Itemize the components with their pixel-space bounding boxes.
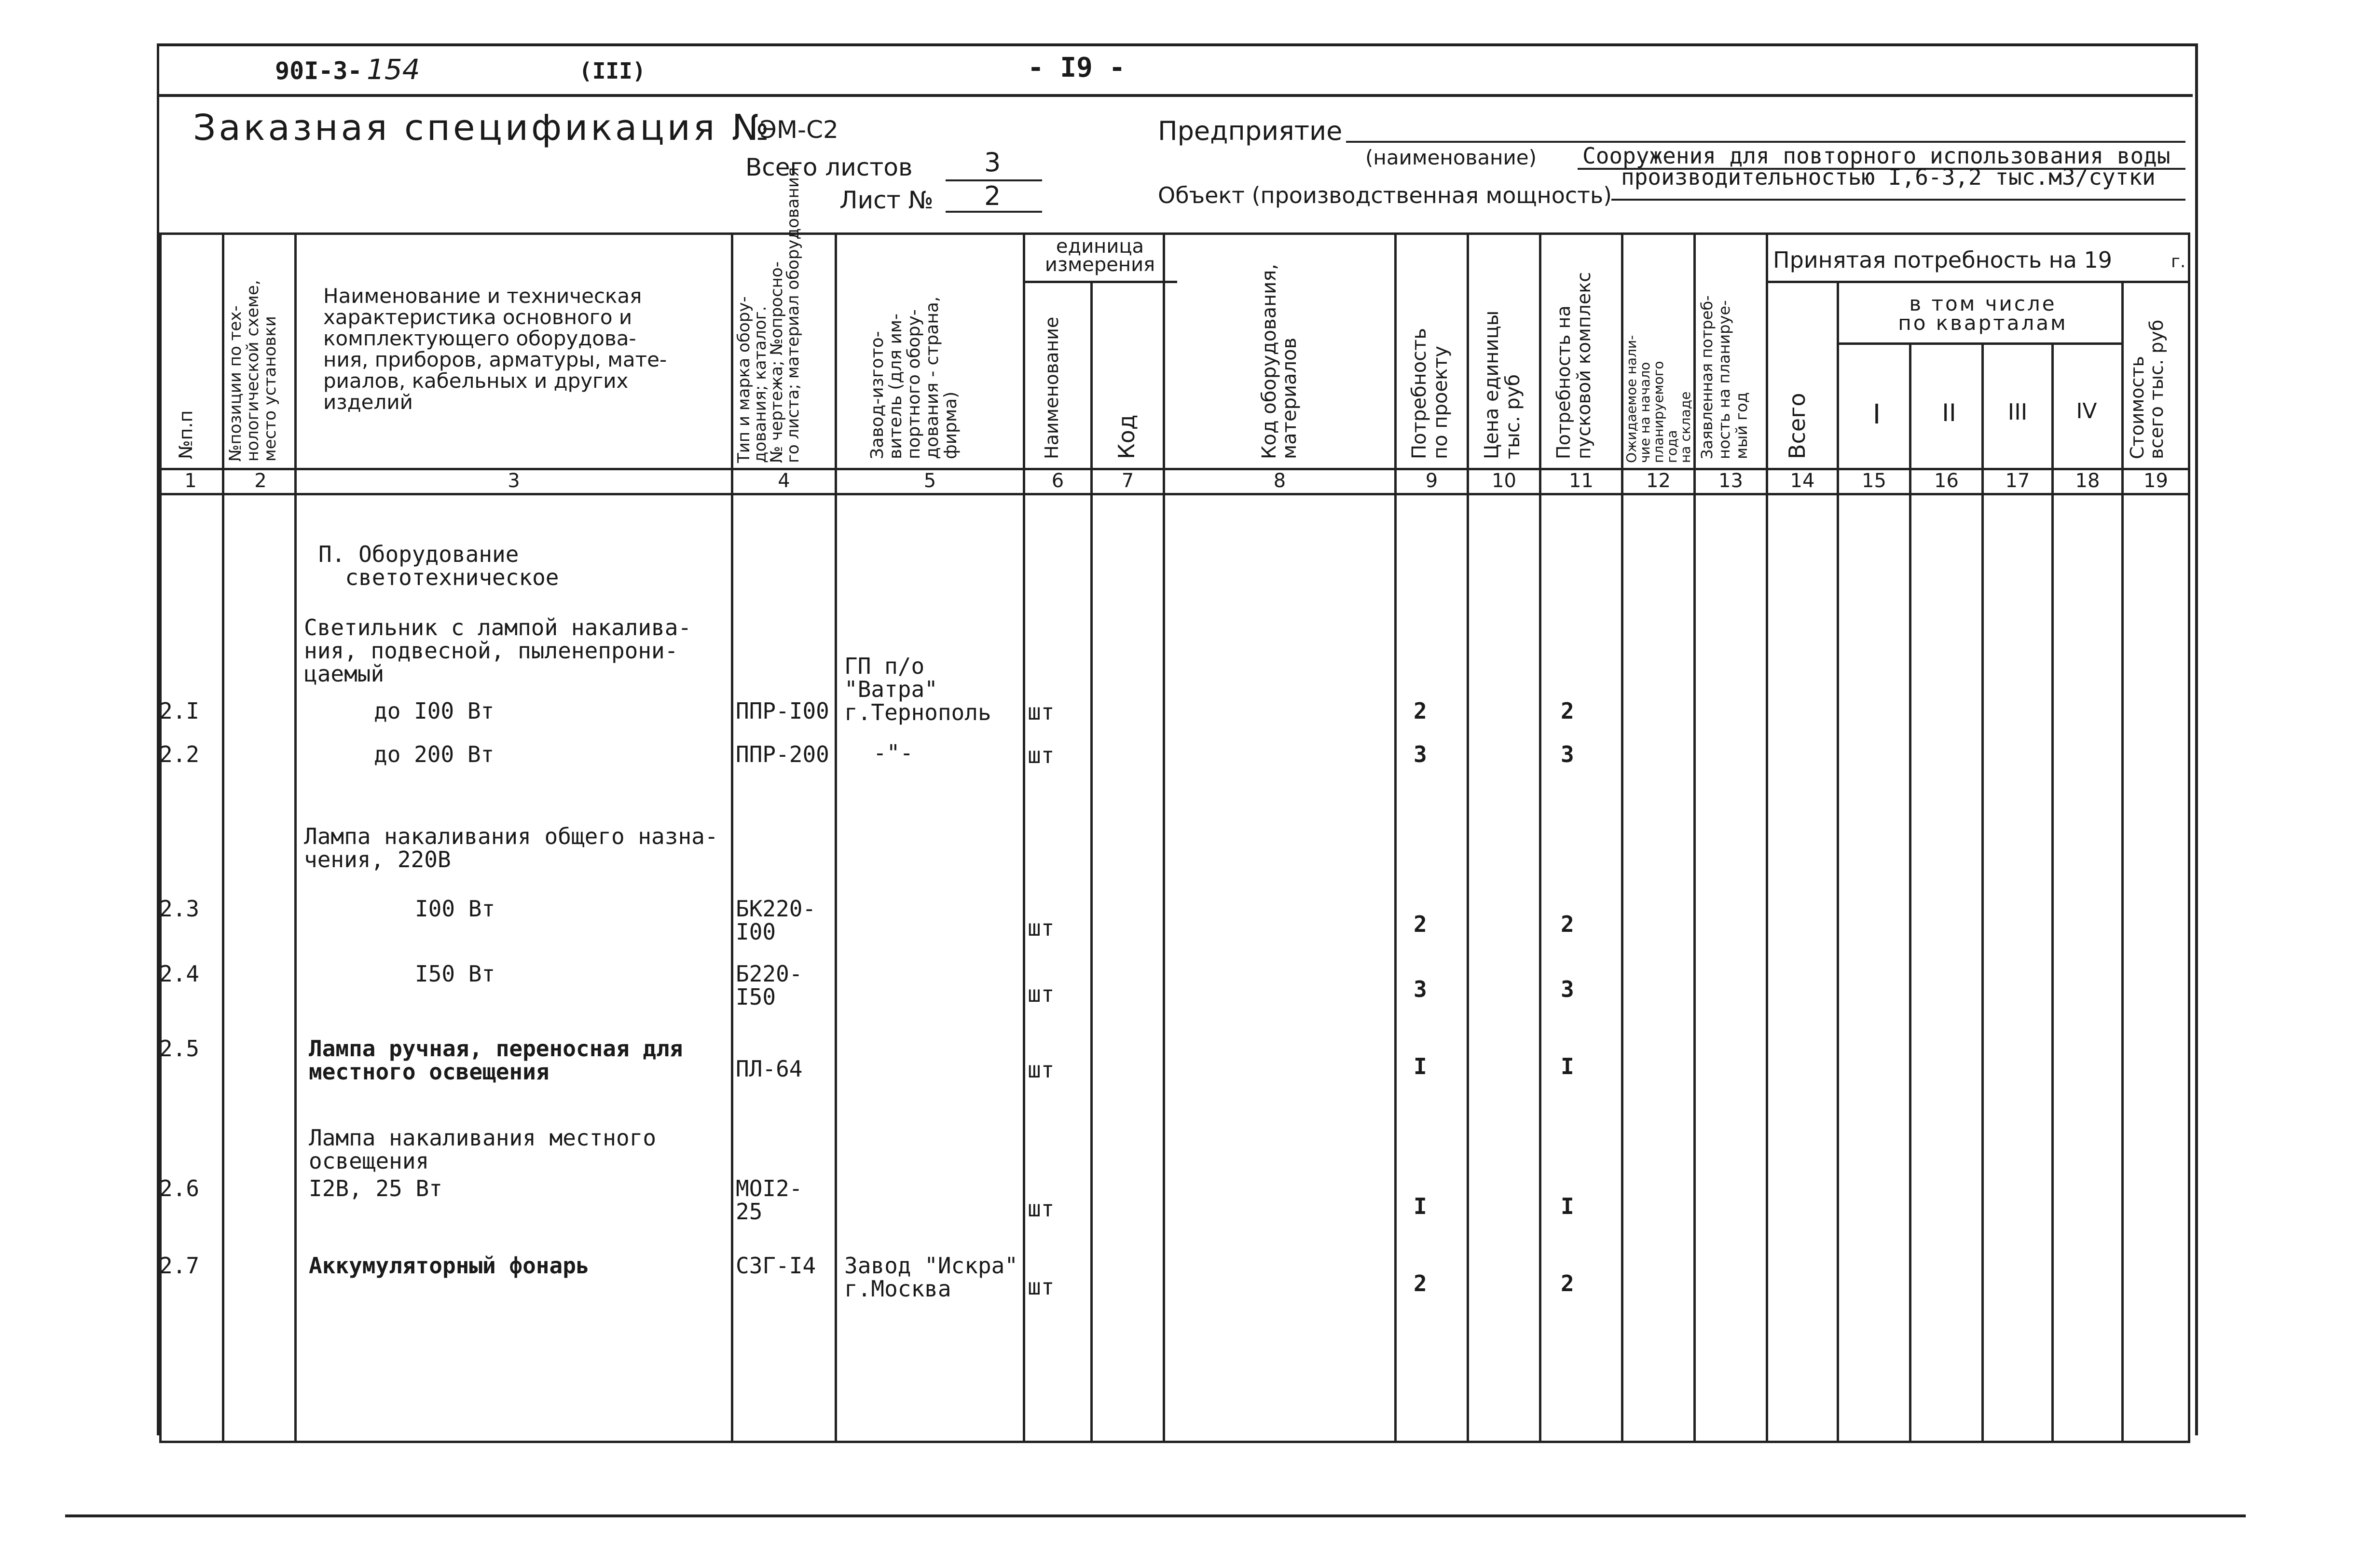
col-header-13: Заявленная потреб- ность на планируе- мый год <box>1698 295 1751 459</box>
row-need: 2 <box>1414 1270 1427 1296</box>
col-header-9: Потребность по проекту <box>1408 327 1452 459</box>
col-line-8 <box>1394 232 1397 1443</box>
enterprise-label: Предприятие <box>1158 116 1343 146</box>
col-number: 5 <box>923 470 936 492</box>
col-number: 10 <box>1492 470 1516 492</box>
row-name: I00 Вт <box>415 896 495 922</box>
col-number: 16 <box>1934 470 1959 492</box>
doc-code-hand: 154 <box>367 53 420 86</box>
row-unit: шт <box>1028 915 1055 941</box>
col-header-10: Цена единицы тыс. руб <box>1481 310 1524 459</box>
row-name: I2В, 25 Вт <box>309 1175 442 1201</box>
unit-group-line <box>1023 281 1177 283</box>
col-header-5: Завод-изгото- витель (для им- портного обору- дования - страна, фирма) <box>867 296 961 459</box>
quarters-header: в том числе по кварталам <box>1898 292 2068 335</box>
col-header-17: III <box>2007 399 2028 425</box>
numbers-bottom-line <box>159 493 2190 495</box>
row-start: I <box>1561 1193 1574 1219</box>
col-number: 1 <box>184 470 197 492</box>
row-need: 3 <box>1414 741 1427 767</box>
col-number: 18 <box>2075 470 2100 492</box>
row-number: 2.6 <box>159 1175 200 1201</box>
row-type: ППР-I00 <box>736 698 829 724</box>
col-header-19: Стоимость всего тыс. руб <box>2127 319 2167 459</box>
row-name: до 200 Вт <box>374 741 495 767</box>
col-line-19 <box>2188 232 2190 1443</box>
group-title: Лампа накаливания общего назна- чения, 220В <box>304 823 718 873</box>
accepted-line <box>1766 281 2190 283</box>
col-line-5 <box>1023 232 1025 1443</box>
col-number: 13 <box>1718 470 1743 492</box>
quarters-line <box>1837 342 2121 345</box>
col-header-4: Тип и марка обору- дования; каталог. № чертежа; №опросно- го листа; материал оборудования <box>734 167 803 463</box>
spec-title: Заказная спецификация № <box>193 107 772 149</box>
col-number: 17 <box>2005 470 2030 492</box>
part-number: (III) <box>579 58 646 84</box>
row-unit: шт <box>1028 1274 1055 1300</box>
col-number: 7 <box>1121 470 1134 492</box>
row-type: ППР-200 <box>736 741 829 767</box>
col-header-7: Код <box>1113 414 1140 459</box>
naming-label: (наименование) <box>1365 146 1537 169</box>
row-number: 2.4 <box>159 961 200 987</box>
col-number: 12 <box>1646 470 1671 492</box>
spec-number: ЭМ-С2 <box>760 116 838 144</box>
row-unit: шт <box>1028 981 1055 1007</box>
col-header-1: №п.п <box>175 410 196 459</box>
col-line-6 <box>1090 281 1093 1443</box>
col-header-2: №позиции по тех- нологической схеме, место установки <box>226 280 280 462</box>
row-unit: шт <box>1028 1057 1055 1083</box>
row-unit: шт <box>1028 699 1055 725</box>
accepted-header: Принятая потребность на 19 <box>1773 247 2113 273</box>
col-line-13 <box>1766 232 1768 1443</box>
row-type: Б220- I50 <box>736 961 803 1010</box>
col-line-10 <box>1539 232 1541 1443</box>
col-header-3: Наименование и техническая характеристика основного и комплектующего оборудова- ния, приборов, арматуры, мате- риалов, кабельных и других изделий <box>323 284 667 414</box>
col-line-16 <box>1981 342 1984 1443</box>
col-line-18 <box>2121 281 2124 1443</box>
bottom-border <box>65 1514 2246 1517</box>
row-need: I <box>1414 1193 1427 1219</box>
row-need: 2 <box>1414 911 1427 937</box>
row-type: БК220- I00 <box>736 896 816 945</box>
table-bottom-line <box>159 1441 2190 1443</box>
col-number: 11 <box>1569 470 1594 492</box>
col-number: 14 <box>1790 470 1815 492</box>
col-header-18: IV <box>2076 399 2097 423</box>
col-line-14 <box>1837 281 1839 1443</box>
col-line-12 <box>1693 232 1696 1443</box>
col-line-4 <box>835 232 837 1443</box>
row-start: 2 <box>1561 911 1574 937</box>
group-title: Лампа накаливания местного освещения <box>309 1125 657 1174</box>
col-header-8: Код оборудования, материалов <box>1258 263 1301 459</box>
row-name: Аккумуляторный фонарь <box>309 1253 590 1279</box>
row-number: 2.5 <box>159 1036 200 1062</box>
col-number: 15 <box>1862 470 1886 492</box>
row-number: 2.3 <box>159 896 200 922</box>
col-line-17 <box>2051 342 2054 1443</box>
row-number: 2.7 <box>159 1253 200 1279</box>
accepted-year-suffix: г. <box>2171 252 2186 272</box>
row-name: до I00 Вт <box>374 698 495 724</box>
col-line-3 <box>731 232 733 1443</box>
sheet-value: 2 <box>984 181 1001 211</box>
col-number: 4 <box>778 470 790 492</box>
row-need: 2 <box>1414 698 1427 724</box>
col-line-1 <box>222 232 224 1443</box>
header-divider <box>159 94 2193 97</box>
row-start: 2 <box>1561 698 1574 724</box>
sheet-underline <box>946 211 1042 213</box>
row-unit: шт <box>1028 1196 1055 1222</box>
page-number: - I9 - <box>1028 52 1126 83</box>
row-need: 3 <box>1414 976 1427 1002</box>
row-need: I <box>1414 1053 1427 1079</box>
row-name: I50 Вт <box>415 961 495 987</box>
object-underline <box>1611 199 2185 201</box>
col-line-9 <box>1467 232 1469 1443</box>
col-line-15 <box>1909 342 1911 1443</box>
doc-code: 90I-3- <box>275 57 362 85</box>
col-line-7 <box>1163 232 1165 1443</box>
section-title: П. Оборудование светотехническое <box>318 541 559 590</box>
row-number: 2.2 <box>159 741 200 767</box>
row-type: МОI2- 25 <box>736 1175 803 1225</box>
row-start: I <box>1561 1053 1574 1079</box>
col-number: 9 <box>1425 470 1438 492</box>
row-name: Лампа ручная, переносная для местного освещения <box>309 1036 683 1085</box>
sheets-total-label: Всего листов <box>745 153 913 181</box>
row-start: 2 <box>1561 1270 1574 1296</box>
table-top-line <box>159 232 2190 235</box>
col-number: 8 <box>1273 470 1286 492</box>
object-value: производительностью I,6-3,2 тыс.м3/сутки <box>1621 164 2156 190</box>
col-header-11: Потребность на пусковой комплекс <box>1553 272 1594 459</box>
row-type: ПЛ-64 <box>736 1056 803 1082</box>
sheet-label: Лист № <box>839 186 934 214</box>
column-numbers <box>159 470 2190 492</box>
col-number: 2 <box>254 470 267 492</box>
sheets-total-value: 3 <box>984 147 1001 177</box>
row-maker: ГП п/о "Ватра" г.Тернополь <box>844 653 991 725</box>
row-number: 2.I <box>159 698 200 724</box>
unit-group-header: единица измерения <box>1044 235 1155 276</box>
col-header-6: Наименование <box>1041 316 1062 459</box>
col-number: 3 <box>508 470 520 492</box>
col-header-15: I <box>1872 399 1881 430</box>
col-header-14: Всего <box>1784 393 1810 459</box>
col-number: 19 <box>2143 470 2168 492</box>
col-number: 6 <box>1051 470 1064 492</box>
object-label: Объект (производственная мощность) <box>1158 182 1612 208</box>
enterprise-value: Сооружения для повторного использования воды <box>1582 143 2171 169</box>
row-start: 3 <box>1561 741 1574 767</box>
col-line-2 <box>294 232 297 1443</box>
row-maker: Завод "Искра" г.Москва <box>844 1253 1018 1302</box>
group-title: Светильник с лампой накалива- ния, подвесной, пыленепрони- цаемый <box>304 614 692 687</box>
col-header-12: Ожидаемое нали- чие на начало планируемого года на складе <box>1623 335 1693 463</box>
row-maker: -"- <box>873 740 914 766</box>
col-header-16: II <box>1942 399 1956 427</box>
row-start: 3 <box>1561 976 1574 1002</box>
row-unit: шт <box>1028 742 1055 768</box>
row-type: СЗГ-I4 <box>736 1253 816 1279</box>
